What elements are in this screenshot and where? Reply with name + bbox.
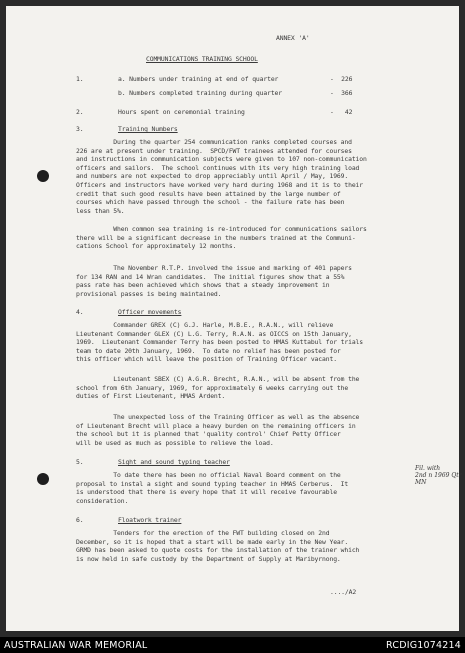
paragraph: Tenders for the erection of the FWT building closed on 2nd December, so it is hoped that a start will be made early in the New Year. GRMD has been asked to quote costs for the installation of the trainer which is now held in safe custody by the Department of Supply at Maribyrnong. xyxy=(76,529,360,563)
paragraph: During the quarter 254 communication ranks completed courses and 226 are at present under training. SPCD/FWT trainees attended for courses and instructions in communication subjects were given to 107 non-communication officers and sailors. The school continues with its very high training load and numbers are not expected to drop appreciably until April / May, 1969. Officers and instructors have worked very hard during 1968 and it is to their credit that such good results have been attained by the large number of courses which have passed through the school - the failure rate has been less than 5%. xyxy=(76,138,367,215)
item-2-text: Hours spent on ceremonial training xyxy=(118,108,245,116)
item-1b-text: b. Numbers completed training during quarter xyxy=(118,89,283,97)
punch-hole xyxy=(37,473,49,485)
item-number: 4. xyxy=(76,308,84,316)
paragraph: To date there has been no official Naval Board comment on the proposal to instal a sight and sound typing teacher in HMAS Cerberus. It is understood that there is every hope that it will receive favourable consideration. xyxy=(76,471,349,505)
paragraph: Lieutenant SBEX (C) A.G.R. Brecht, R.A.N., will be absent from the school from 6th January, 1969, for approximately 6 weeks carrying out the duties of First Lieutenant, HMAS Ardent. xyxy=(76,375,360,401)
item-2-value: - 42 xyxy=(330,108,353,116)
handwritten-margin-note: Fil. with 2nd n 1969 Qtr MN xyxy=(415,465,462,486)
paragraph: Commander GREX (C) G.J. Harle, M.B.E., R.A.N., will relieve Lieutenant Commander GLEX (C) L.G. Terry, R.A.N. as OICCS on 15th January, 1969. Lieutenant Commander Terry has been posted to HMAS Kuttabul for trials team to date 20th January, 1969. To date no relief has been posted for this officer which will leave the position of Training Officer vacant. xyxy=(76,321,364,364)
item-number: 3. xyxy=(76,125,84,133)
item-number: 2. xyxy=(76,108,84,116)
item-1a-text: a. Numbers under training at end of quarter xyxy=(118,75,279,83)
footer-record-id: RCDIG1074214 xyxy=(386,640,461,651)
paragraph: The unexpected loss of the Training Officer as well as the absence of Lieutenant Brecht will place a heavy burden on the remaining officers in the school but it is planned that 'quality control' Chief Petty Officer will be used as much as possible to relieve the load. xyxy=(76,413,360,447)
section-heading: Floatwork trainer xyxy=(118,516,182,524)
item-number: 1. xyxy=(76,75,84,83)
section-heading: Officer movements xyxy=(118,308,182,316)
section-heading: Training Numbers xyxy=(118,125,178,133)
punch-hole xyxy=(37,170,49,182)
continuation-marker: ..../A2 xyxy=(330,588,357,596)
item-number: 6. xyxy=(76,516,84,524)
section-heading: Sight and sound typing teacher xyxy=(118,458,230,466)
annex-label: ANNEX 'A' xyxy=(276,34,310,42)
paragraph: The November R.T.P. involved the issue and marking of 401 papers for 134 RAN and 14 Wran candidates. The initial figures show that a 55% pass rate has been achieved which shows that a steady improvement in provisional passes is being maintained. xyxy=(76,264,352,298)
item-number: 5. xyxy=(76,458,84,466)
paragraph: When common sea training is re-introduced for communications sailors there will be a significant decrease in the numbers trained at the Communi- cations School for approximately 12 months. xyxy=(76,225,367,251)
footer-institution: AUSTRALIAN WAR MEMORIAL xyxy=(4,640,148,651)
document-title: COMMUNICATIONS TRAINING SCHOOL xyxy=(146,55,258,63)
item-1b-value: - 366 xyxy=(330,89,353,97)
item-1a-value: - 226 xyxy=(330,75,353,83)
